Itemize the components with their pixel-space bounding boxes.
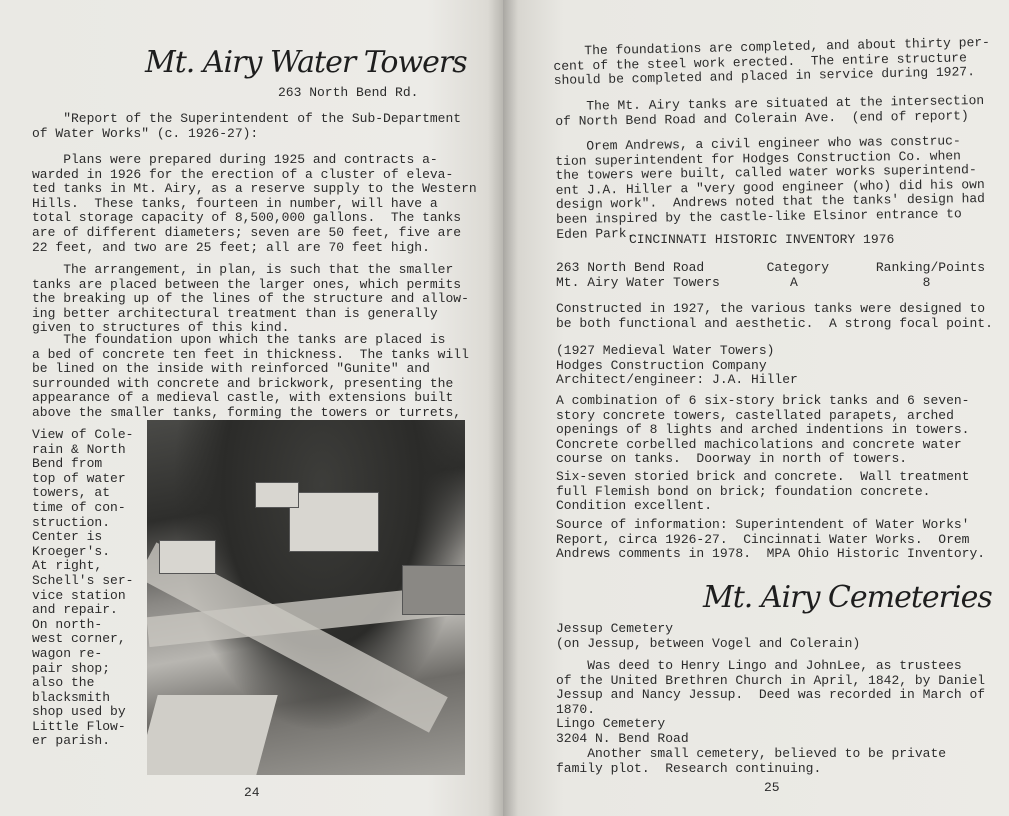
left-page	[0, 0, 503, 816]
cemetery-heading: Jessup Cemetery (on Jessup, between Vogel and Colerain)	[556, 621, 861, 651]
paragraph: Was deed to Henry Lingo and JohnLee, as trustees of the United Brethren Church in April, 1842, by Daniel Jessup and Nancy Jessup. Deed was recorded in March of 1870.	[556, 658, 986, 717]
cemetery-heading: Lingo Cemetery 3204 N. Bend Road	[556, 716, 689, 746]
right-page	[503, 0, 1009, 816]
paragraph: Another small cemetery, believed to be private family plot. Research continuing.	[556, 746, 947, 776]
paragraph: The arrangement, in plan, is such that the smaller tanks are placed between the larger ones, which permits the breaking up of the lines of the structure and allow- ing better architectural treatment than is generally given to structures of this kind.	[32, 262, 469, 336]
paragraph: Six-seven storied brick and concrete. Wall treatment full Flemish bond on brick; foundation concrete. Condition excellent.	[556, 469, 970, 514]
paragraph: Constructed in 1927, the various tanks were designed to be both functional and aesthetic. A strong focal point.	[556, 301, 993, 331]
paragraph: Source of information: Superintendent of Water Works' Report, circa 1926-27. Cincinnati Water Works. Orem Andrews comments in 1978. MPA Ohio Historic Inventory.	[556, 517, 986, 562]
paragraph: The foundation upon which the tanks are placed is a bed of concrete ten feet in thickness. The tanks will be lined on the inside with reinforced "Gunite" and surrounded with concrete and brickwork, presenting the appearance of a medieval castle, with extensions built above the smaller tanks, forming the towers or turrets,	[32, 332, 469, 420]
paragraph: "Report of the Superintendent of the Sub-Department of Water Works" (c. 1926-27):	[32, 111, 462, 141]
page-number: 25	[764, 780, 780, 795]
paragraph: The Mt. Airy tanks are situated at the intersection of North Bend Road and Colerain Ave. (end of report)	[554, 93, 985, 129]
address: 263 North Bend Rd.	[278, 85, 419, 100]
photo-caption: View of Cole- rain & North Bend from top of water towers, at time of con- struction. Center is Kroeger's. At right, Schell's ser- vice station and repair. On north- west corner, wagon re- pair shop; also the blacksmith shop used by Little Flow- er parish.	[32, 427, 134, 749]
section-title: Mt. Airy Water Towers	[145, 45, 467, 80]
historic-photo	[147, 420, 465, 775]
paragraph: A combination of 6 six-story brick tanks and 6 seven- story concrete towers, castellated parapets, arched openings of 8 lights and arched indentions in towers. Concrete corbelled machicolations and concrete water course on tanks. Doorway in north of towers.	[556, 393, 970, 467]
paragraph: Plans were prepared during 1925 and contracts a- warded in 1926 for the erection of a cluster of eleva- ted tanks in Mt. Airy, as a reserve supply to the Western Hills. These tanks, fourteen in number, will have a total storage capacity of 8,500,000 gallons. The tanks are of different diameters; seven are 50 feet, five are 22 feet, and two are 25 feet; all are 70 feet high.	[32, 152, 477, 255]
inventory-table: 263 North Bend Road Category Ranking/Points Mt. Airy Water Towers A 8	[556, 260, 986, 290]
paragraph: The foundations are completed, and about thirty per- cent of the steel work erected. The entire structure should be completed and placed in service during 1927.	[552, 34, 991, 89]
paragraph: (1927 Medieval Water Towers) Hodges Construction Company Architect/engineer: J.A. Hiller	[556, 343, 798, 388]
paragraph: Orem Andrews, a civil engineer who was construc- tion superintendent for Hodges Construction Co. when the towers were built, called water works superintend- ent J.A. Hiller a "very good engineer (who) did his own design work". Andrews noted that the tanks' design had been inspired by the castle-like Elsinor entrance to Eden Park.	[554, 133, 986, 242]
page-number: 24	[244, 785, 260, 800]
inventory-heading: CINCINNATI HISTORIC INVENTORY 1976	[629, 232, 895, 247]
cemeteries-title: Mt. Airy Cemeteries	[703, 580, 992, 615]
